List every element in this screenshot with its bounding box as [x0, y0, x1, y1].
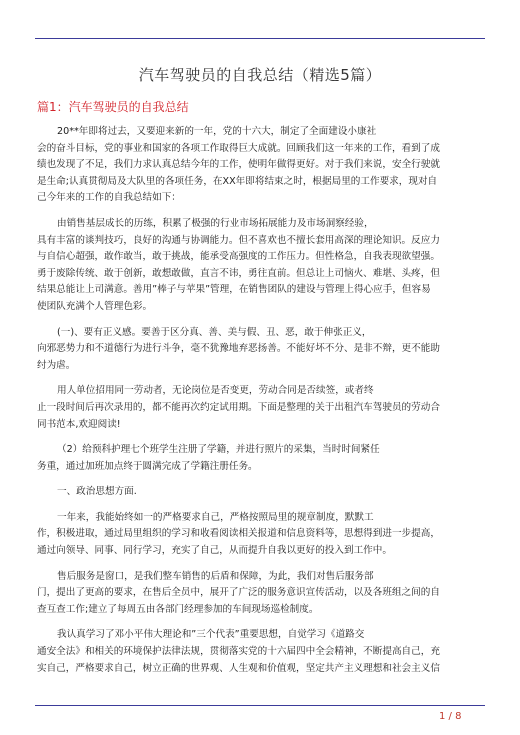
paragraph-line: 向邪恶势力和不道德行为进行斗争，毫不犹豫地弃恶扬善。不能好坏不分、是非不辩，更不能助 — [37, 343, 440, 355]
paragraph-line: 作，积极进取，通过局里组织的学习和收看阅读相关报道和信息资料等，思想得到进一步提高， — [37, 528, 440, 540]
paragraph-line: 结果总能让上司满意。善用”棒子与苹果”管理，在销售团队的建设与管理上得心应手，但容易 — [37, 284, 431, 296]
paragraph-line: 我认真学习了邓小平伟大理论和”三个代表”重要思想，自觉学习《道路交 — [57, 629, 365, 641]
paragraph-line: 实自己，严格要求自己，树立正确的世界观、人生观和价值观，坚定共产主义理想和社会主义信 — [37, 662, 440, 674]
paragraph-line: （2）给预科护理七个班学生注册了学籍，并进行照片的采集，当时时间紧任 — [57, 444, 380, 456]
paragraph-line: 查互查工作;建立了每周五由各部门经理参加的车间现场巡检制度。 — [37, 603, 319, 615]
paragraph-line: 会的奋斗目标，党的事业和国家的各项工作取得巨大成就。回顾我们这一年来的工作，看到了成 — [37, 142, 440, 154]
paragraph — [37, 442, 487, 475]
paragraph — [37, 124, 487, 207]
paragraph-line: 与自信心超强，敢作敢当，敢于挑战，能承受高强度的工作压力。但性格急，自我表现欲望强。 — [37, 251, 440, 263]
paragraph-line: 同书范本,欢迎阅读! — [37, 418, 121, 430]
paragraph-line: 绩也发现了不足，我们力求认真总结今年的工作，使明年做得更好。对于我们来说，安全行驶就 — [37, 159, 440, 171]
document-title: 汽车驾驶员的自我总结（精选5篇） — [138, 66, 382, 84]
paragraph-line: 勇于废除传统、敢于创新，敢想敢做，直言不讳，勇往直前。但总让上司恼火、难堪、头疼，但 — [37, 267, 440, 279]
paragraph — [37, 216, 487, 316]
footer-rule — [35, 705, 485, 706]
paragraph-line: 使团队充满个人管理色彩。 — [37, 300, 153, 312]
paragraph — [37, 627, 487, 677]
paragraph-line: 通安全法》和相关的环境保护法律法规，贯彻落实党的十六届四中全会精神，不断提高自己，充 — [37, 646, 440, 658]
paragraph-line: 务重，通过加班加点终于圆满完成了学籍注册任务。 — [37, 460, 258, 472]
paragraph-line: 售后服务是窗口，是我们整车销售的后盾和保障，为此，我们对售后服务部 — [57, 570, 374, 582]
paragraph-line: 纣为虐。 — [37, 359, 76, 371]
paragraph-line: 用人单位招用同一劳动者，无论岗位是否变更，劳动合同是否续签，或者终 — [57, 385, 374, 397]
paragraph-line: 一年来，我能始终如一的严格要求自己，严格按照局里的规章制度，默默工 — [57, 511, 374, 523]
document-body — [37, 124, 487, 686]
paragraph-line: 门，提出了更高的要求，在售后全员中，展开了广泛的服务意识宣传活动，以及各班组之间的自 — [37, 587, 440, 599]
paragraph — [37, 484, 487, 501]
paragraph — [37, 325, 487, 375]
paragraph — [37, 569, 487, 619]
section-heading: 篇1：汽车驾驶员的自我总结 — [37, 100, 189, 114]
paragraph-line: 具有丰富的谈判技巧，良好的沟通与协调能力。但不喜欢也不擅长套用高深的理论知识。反应力 — [37, 234, 440, 246]
paragraph-line: (一)、要有正义感。要善于区分真、善、美与假、丑、恶，敢于伸张正义， — [57, 326, 372, 338]
paragraph — [37, 510, 487, 560]
paragraph-line: 己今年来的工作的自我总结如下： — [37, 192, 181, 204]
paragraph-line: 通过向领导、同事、同行学习，充实了自己，从而提升自我以更好的投入到工作中。 — [37, 545, 392, 557]
paragraph-line: 止一段时间后再次录用的，都不能再次约定试用期。下面是整理的关于出租汽车驾驶员的劳动合 — [37, 401, 440, 413]
paragraph-line: 是生命;认真贯彻局及大队里的各项任务，在XX年即将结束之时，根据局里的工作要求，现对自 — [37, 175, 438, 187]
page-number: 1 / 8 — [439, 711, 462, 722]
paragraph — [37, 383, 487, 433]
paragraph-line: 20**年即将过去，又要迎来新的一年，党的十六大，制定了全面建设小康社 — [57, 126, 377, 137]
paragraph-line: 由销售基层成长的历练，积累了极强的行业市场拓展能力及市场洞察经验， — [57, 217, 374, 229]
paragraph-line: 一、政治思想方面. — [57, 486, 137, 498]
header-rule — [35, 38, 485, 39]
